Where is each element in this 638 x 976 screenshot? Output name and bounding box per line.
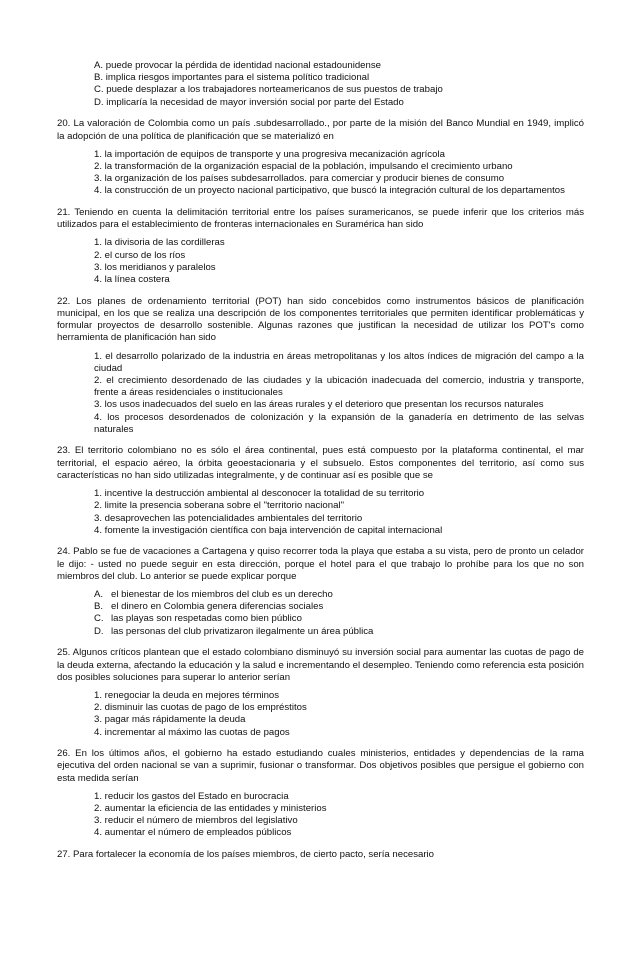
- question-20: [57, 118, 584, 197]
- question-text: 20. La valoración de Colombia como un país .subdesarrollado., por parte de la misión del Banco Mundial en 1949, implicó la adopción de una política de planificación que se materializó en: [57, 118, 584, 142]
- question-options: [57, 488, 584, 537]
- option-c[interactable]: [57, 613, 584, 625]
- question-text: 24. Pablo se fue de vacaciones a Cartagena y quiso recorrer toda la playa que estaba a su vista, pero de pronto un celador le dijo: - usted no puede seguir en esta dirección, porque el hotel para el que trabajo lo prohíbe para los que no son miembros del club. Lo anterior se puede explicar porque: [57, 546, 584, 582]
- option-d[interactable]: [57, 626, 584, 638]
- option-3[interactable]: 3. pagar más rápidamente la deuda: [94, 714, 246, 726]
- option-text: el dinero en Colombia genera diferencias sociales: [111, 601, 324, 613]
- option-text: las playas son respetadas como bien público: [111, 613, 302, 625]
- option-4[interactable]: 4. fomente la investigación científica con baja intervención de capital internacional: [94, 524, 443, 536]
- option-b[interactable]: B. implica riesgos importantes para el sistema político tradicional: [94, 72, 370, 84]
- option-1[interactable]: 1. incentive la destrucción ambiental al desconocer la totalidad de su territorio: [94, 488, 425, 500]
- question-text: 26. En los últimos años, el gobierno ha estado estudiando cuales ministerios, entidades y dependencias de la rama ejecutiva del orden nacional se van a suprimir, fusionar o transformar. Dos objetivos posibles que persigue el gobierno con esta medida serían: [57, 748, 584, 784]
- option-2[interactable]: 2. aumentar la eficiencia de las entidades y ministerios: [94, 803, 327, 815]
- question-options: [57, 589, 584, 638]
- option-text: el bienestar de los miembros del club es un derecho: [111, 589, 333, 601]
- option-4[interactable]: 4. la construcción de un proyecto nacional participativo, que buscó la integración cultural de los departamentos: [94, 185, 565, 197]
- question-options: [57, 690, 584, 739]
- question-text: 25. Algunos críticos plantean que el estado colombiano disminuyó su inversión social para aumentar las cuotas de pago de la deuda externa, afectando la educación y la salud e incrementando el desempleo. Teniendo como referencia esta posición dos posibles soluciones para superar lo anterior serían: [57, 647, 584, 683]
- question-options: [57, 149, 584, 198]
- option-text: las personas del club privatizaron ilegalmente un área pública: [111, 625, 374, 637]
- question-text: 21. Teniendo en cuenta la delimitación territorial entre los países suramericanos, se puede inferir que los criterios más utilizados para el establecimiento de fronteras internacionales en Suramérica han sido: [57, 207, 584, 231]
- question-24: [57, 546, 584, 637]
- option-2[interactable]: 2. limite la presencia soberana sobre el "territorio nacional": [94, 500, 344, 512]
- option-letter: C.: [94, 613, 104, 625]
- option-letter: A.: [94, 589, 104, 601]
- question-27: [57, 849, 584, 861]
- option-2[interactable]: 2. el crecimiento desordenado de las ciudades y la ubicación inadecuada del comercio, industria y transporte, frente a áreas residenciales o institucionales: [94, 374, 584, 399]
- option-4[interactable]: 4. los procesos desordenados de colonización y la expansión de la ganadería en detrimento de las selvas naturales: [94, 411, 584, 435]
- option-3[interactable]: 3. la organización de los países subdesarrollados. para comerciar y producir bienes de consumo: [94, 173, 505, 185]
- question-25: [57, 647, 584, 738]
- option-4[interactable]: 4. aumentar el número de empleados públicos: [94, 827, 292, 839]
- option-1[interactable]: 1. reducir los gastos del Estado en burocracia: [94, 790, 289, 802]
- question-23: [57, 445, 584, 536]
- option-1[interactable]: 1. la divisoria de las cordilleras: [94, 237, 225, 249]
- option-4[interactable]: 4. incrementar al máximo las cuotas de pagos: [94, 726, 290, 738]
- option-d[interactable]: D. implicaría la necesidad de mayor inversión social por parte del Estado: [94, 96, 404, 108]
- option-3[interactable]: 3. reducir el número de miembros del legislativo: [94, 815, 298, 827]
- previous-question-options: [57, 60, 584, 109]
- option-letter: D.: [94, 625, 104, 637]
- option-a[interactable]: [57, 589, 584, 601]
- option-1[interactable]: 1. la importación de equipos de transporte y una progresiva mecanización agrícola: [94, 148, 445, 160]
- question-options: [57, 237, 584, 286]
- option-3[interactable]: 3. desaprovechen las potencialidades ambientales del territorio: [94, 512, 363, 524]
- question-26: [57, 748, 584, 839]
- question-21: [57, 207, 584, 286]
- option-1[interactable]: 1. el desarrollo polarizado de la industria en áreas metropolitanas y los altos índices de migración del campo a la ciudad: [94, 350, 584, 374]
- option-a[interactable]: A. puede provocar la pérdida de identidad nacional estadounidense: [94, 60, 381, 71]
- document-page: [57, 60, 584, 871]
- question-text: 27. Para fortalecer la economía de los países miembros, de cierto pacto, sería necesario: [57, 849, 435, 861]
- option-2[interactable]: 2. la transformación de la organización espacial de la población, impulsando el crecimiento urbano: [94, 160, 513, 172]
- option-3[interactable]: 3. los meridianos y paralelos: [94, 261, 216, 273]
- option-b[interactable]: [57, 601, 584, 613]
- question-text: 22. Los planes de ordenamiento territorial (POT) han sido concebidos como instrumentos básicos de planificación municipal, en los que se realiza una descripción de los componentes territoriales que permiten identificar problemáticas y formular proyectos de desarrollo sostenible. Algunas razones que justifican la necesidad de utilizar los POT's como herramienta de planificación han sido: [57, 295, 584, 344]
- option-1[interactable]: 1. renegociar la deuda en mejores términos: [94, 689, 280, 701]
- question-options: [57, 351, 584, 436]
- question-22: [57, 296, 584, 436]
- option-c[interactable]: C. puede desplazar a los trabajadores norteamericanos de sus puestos de trabajo: [94, 84, 443, 96]
- question-text: 23. El territorio colombiano no es sólo el área continental, pues está compuesto por la plataforma continental, el mar territorial, el espacio aéreo, la órbita geoestacionaria y el subsuelo. Estos componentes del territorio, así como sus características no han sido utilizadas integralmente, y de continuar así es posible que se: [57, 445, 584, 481]
- option-letter: B.: [94, 601, 104, 613]
- option-2[interactable]: 2. el curso de los ríos: [94, 249, 186, 261]
- option-2[interactable]: 2. disminuir las cuotas de pago de los empréstitos: [94, 702, 307, 714]
- question-options: [57, 791, 584, 840]
- option-3[interactable]: 3. los usos inadecuados del suelo en las áreas rurales y el deterioro que presentan los recursos naturales: [94, 399, 544, 411]
- option-4[interactable]: 4. la línea costera: [94, 274, 170, 286]
